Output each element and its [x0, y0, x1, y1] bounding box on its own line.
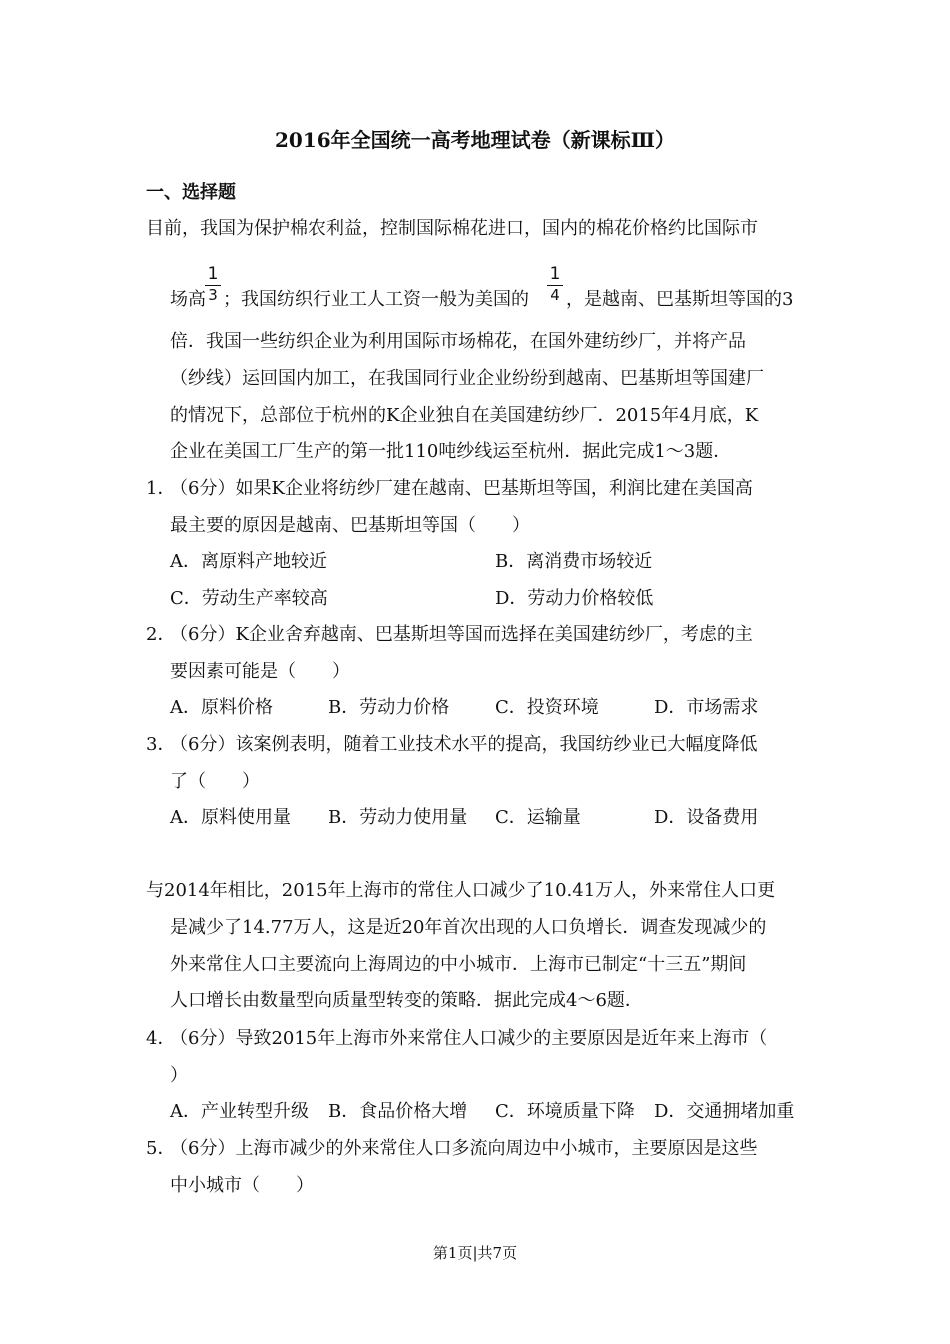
fraction-numerator: 1 [549, 264, 561, 284]
option-a[interactable]: A．原料使用量 [170, 807, 291, 828]
question-number: 4． [146, 1028, 176, 1049]
option-a[interactable]: A．原料价格 [170, 697, 273, 718]
passage-1-line: 的情况下，总部位于杭州的K企业独自在美国建纺纱厂．2015年4月底，K [170, 405, 759, 426]
fraction-one-fourth [547, 266, 563, 303]
fraction-denominator: 4 [550, 286, 560, 304]
question-number: 3． [146, 734, 176, 755]
option-d[interactable]: D．交通拥堵加重 [654, 1101, 795, 1122]
question-number: 5． [146, 1138, 176, 1159]
question-stem: （6分）K企业舍弃越南、巴基斯坦等国而选择在美国建纺纱厂，考虑的主 [170, 624, 753, 645]
option-d[interactable]: D．劳动力价格较低 [495, 588, 654, 609]
passage-1-line: 企业在美国工厂生产的第一批110吨纱线运至杭州．据此完成1～3题． [170, 441, 732, 462]
question-stem: （6分）该案例表明，随着工业技术水平的提高，我国纺纱业已大幅度降低 [170, 734, 758, 755]
option-c[interactable]: C．环境质量下降 [495, 1101, 635, 1122]
option-b[interactable]: B．离消费市场较近 [495, 551, 653, 572]
option-a[interactable]: A．离原料产地较近 [170, 551, 327, 572]
option-d[interactable]: D．市场需求 [654, 697, 759, 718]
option-c[interactable]: C．投资环境 [495, 697, 599, 718]
passage-1-line: （纱线）运回国内加工，在我国同行业企业纷纷到越南、巴基斯坦等国建厂 [170, 368, 764, 389]
passage-2-line: 与2014年相比，2015年上海市的常住人口减少了10.41万人，外来常住人口更 [146, 880, 776, 901]
question-stem: 了（ ） [170, 771, 260, 792]
passage-1-line: 场高 [170, 289, 206, 310]
fraction-numerator: 1 [207, 264, 219, 284]
passage-1-line: ，是越南、巴基斯坦等国的3 [566, 289, 794, 310]
question-stem: ） [170, 1065, 188, 1086]
option-d[interactable]: D．设备费用 [654, 807, 759, 828]
option-a[interactable]: A．产业转型升级 [170, 1101, 309, 1122]
question-stem: （6分）如果K企业将纺纱厂建在越南、巴基斯坦等国，利润比建在美国高 [170, 478, 753, 499]
page-footer: 第1页|共7页 [432, 1244, 518, 1262]
fraction-denominator: 3 [208, 286, 218, 304]
passage-1-line: ；我国纺织行业工人工资一般为美国的 [223, 289, 529, 310]
passage-1-line: 目前，我国为保护棉农利益，控制国际棉花进口，国内的棉花价格约比国际市 [146, 218, 758, 239]
option-c[interactable]: C．劳动生产率较高 [170, 588, 328, 609]
question-stem: （6分）导致2015年上海市外来常住人口减少的主要原因是近年来上海市（ [170, 1028, 768, 1049]
question-stem: 中小城市（ ） [170, 1175, 314, 1196]
option-c[interactable]: C．运输量 [495, 807, 581, 828]
section-heading: 一、选择题 [146, 182, 236, 203]
option-b[interactable]: B．食品价格大增 [328, 1101, 468, 1122]
question-number: 2． [146, 624, 176, 645]
passage-2-line: 外来常住人口主要流向上海周边的中小城市．上海市已制定“十三五”期间 [170, 954, 747, 975]
question-stem: （6分）上海市减少的外来常住人口多流向周边中小城市，主要原因是这些 [170, 1138, 758, 1159]
question-stem: 要因素可能是（ ） [170, 661, 350, 682]
option-b[interactable]: B．劳动力价格 [328, 697, 450, 718]
fraction-one-third [205, 266, 221, 303]
question-stem: 最主要的原因是越南、巴基斯坦等国（ ） [170, 515, 530, 536]
page-title: 2016年全国统一高考地理试卷（新课标Ⅲ） [274, 128, 676, 152]
passage-2-line: 是减少了14.77万人，这是近20年首次出现的人口负增长．调查发现减少的 [170, 917, 767, 938]
passage-2-line: 人口增长由数量型向质量型转变的策略．据此完成4～6题． [170, 990, 643, 1011]
passage-1-line: 倍．我国一些纺织企业为利用国际市场棉花，在国外建纺纱厂，并将产品 [170, 331, 746, 352]
question-number: 1． [146, 478, 176, 499]
option-b[interactable]: B．劳动力使用量 [328, 807, 468, 828]
